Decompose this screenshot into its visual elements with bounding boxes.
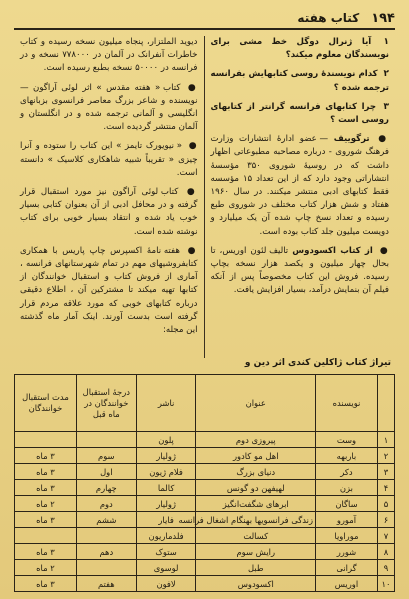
paragraph-text: آیا ژنرال دوگل خط مشی برای نویسندگان معلوم میکند؟ [210,37,389,61]
paragraph-text: کتاب « هفته مقدس » اثر لوئی آراگون — نویسنده و شاعر بزرگ معاصر فرانسوی بزبانهای انگلیسی و آلمانی ترجمه شده و در انگلستان و آلمان منتشر گردیده است. [20,82,198,133]
cell-publisher: فلدماریون [136,528,196,544]
paragraph-text: دیوید الملتزار، پنجاه میلیون نسخه رسیده و کتاب خاطرات آنفرانک در آلمان در ۷۷۸۰۰۰ نسخه و در فرانسه در ۵۰۰۰۰ نسخه بطبع رسیده است. [20,37,198,74]
cell-rank: ۵ [377,496,394,512]
cell-author: شورر [316,544,378,560]
header-rank [377,375,394,432]
article-columns [14,36,395,358]
paragraph [20,245,198,337]
running-title: کتاب هفته [297,11,360,25]
bestseller-table [14,374,395,592]
cell-title: زندگی فرانسویها بهنگام اشغال فرانسه [196,512,316,528]
header-author: نویسنده [316,375,378,432]
paragraph-lead: ترگوییف [333,134,370,145]
table-row [15,496,395,512]
paragraph [20,186,198,239]
table-row [15,480,395,496]
cell-duration: ۲ ماه [15,496,77,512]
table-row [15,560,395,576]
paragraph [211,68,390,94]
paragraph-marker: ۱ [383,37,389,47]
paragraph-text: هفته نامهٔ اکسپرس چاپ پاریس با همکاری کتابفروشیهای مهم در تمام شهرستانهای فرانسه ، آماری از فروش کتاب و استقبال خوانندگان از کتابها تهیه میکند تا مشترکین آن ، اطلاع دقیقی درباره کتابهای خوبی که مورد علاقه مردم قرار گرفته است بدست آورند. اینک آمار ماه گذشته این مجله: [20,245,198,336]
paragraph [211,245,390,298]
paragraph-marker: ● [188,141,198,152]
table-body [15,432,395,592]
cell-author: موراویا [316,528,378,544]
cell-title: اکسودوس [196,576,316,592]
cell-title: کسالت [196,528,316,544]
cell-publisher: ژولیار [136,496,196,512]
table-row [15,432,395,448]
paragraph [20,140,198,180]
table-row [15,512,395,528]
cell-previous-rank: دوم [76,496,136,512]
cell-title: رایش سوم [196,544,316,560]
left-column [14,36,205,358]
cell-previous-rank: ششم [76,512,136,528]
cell-title: طبل [196,560,316,576]
paragraph-marker: ● [379,245,390,256]
cell-duration [15,528,77,544]
cell-previous-rank: دهم [76,544,136,560]
paragraph-marker: ۲ [383,69,389,80]
paragraph-lead: از کتاب اکسودوس [292,245,373,256]
paragraph-text: تالیف لئون اوریس، تا بحال چهار میلیون و یکصد هزار نسخه بچاپ رسیده. فروش این کتاب مخصوصاً پس از آنکه فیلم آن بنمایش درآمد، بسیار افزایش یافت. [210,245,389,296]
cell-previous-rank: چهارم [76,480,136,496]
cell-publisher: کالما [136,480,196,496]
cell-author: بزن [316,480,378,496]
table-header-row [15,375,395,432]
header-title: عنوان [196,375,316,432]
cell-previous-rank: هفتم [76,576,136,592]
table-row [15,576,395,592]
cell-rank: ۹ [377,560,394,576]
cell-duration: ۳ ماه [15,480,77,496]
cell-rank: ۶ [377,512,394,528]
paragraph [211,36,390,62]
cell-author: اوریس [316,576,378,592]
cell-duration: ۳ ماه [15,448,77,464]
paragraph [211,133,390,239]
cell-publisher: پلون [136,432,196,448]
cell-rank: ۲ [377,448,394,464]
cell-author: گرانی [316,560,378,576]
cell-duration [15,432,77,448]
cell-title: دنیای بزرگ [196,464,316,480]
cell-duration: ۳ ماه [15,464,77,480]
paragraph [211,101,390,127]
cell-previous-rank [76,528,136,544]
cell-rank: ۸ [377,544,394,560]
page-header [14,10,395,30]
cell-author: دکر [316,464,378,480]
cell-publisher: لافون [136,576,196,592]
cell-previous-rank: اول [76,464,136,480]
cell-duration: ۳ ماه [15,512,77,528]
paragraph [20,36,198,76]
cell-publisher: فایار [136,512,196,528]
cell-previous-rank: سوم [76,448,136,464]
paragraph-marker: ● [187,245,198,256]
page-number: ۱۹۴ [371,10,395,26]
cell-title: اهل مو کادور [196,448,316,464]
paragraph-marker: ● [186,187,198,198]
cell-author: وست [316,432,378,448]
paragraph-marker: ● [187,82,198,93]
paragraph-text: چرا کتابهای فرانسه گرانتر از کتابهای روسی است ؟ [210,101,389,126]
paragraph-text: — عضو ادارهٔ انتشارات وزارت فرهنگ شوروی - درباره مصاحبه مطبوعاتی اظهار داشت که در روسیهٔ شوروی ۳۵۰ مؤسسهٔ انتشاراتی وجود دارد که از این تعداد ۱۵ مؤسسه فقط کتابهای ادبی منتشر میکنند. در سال ۱۹۶۰ هفتاد و شش هزار کتاب مختلف در شوروی طبع رسیده و تعداد نسخ چاپ شده آن یک میلیارد و دویست میلیون جلد کتاب بوده است. [210,134,390,237]
cell-rank: ۴ [377,480,394,496]
table-row [15,448,395,464]
cell-publisher: لوسوی [136,560,196,576]
cell-publisher: فلام ژیون [136,464,196,480]
cell-rank: ۳ [377,464,394,480]
cell-title: پیروزی دوم [196,432,316,448]
cell-rank: ۱ [377,432,394,448]
cell-previous-rank [76,432,136,448]
paragraph-text: کتاب لوئی آراگون نیز مورد استقبال قرار گرفته و در محافل ادبی از آن بعنوان کتابی بسیار خوب یاد شده و انتقاد بسیار خوبی برای کتاب نوشته شده است. [20,187,198,237]
paragraph-text: « نیویورک تایمز » این کتاب را ستوده و آنرا چیزی « تقریباً شبیه شاهکاری کلاسیک » دانسته است. [20,141,198,178]
table-intro: تیراژ کتاب ژاکلین کندی اثر دین و [244,358,391,368]
table-row [15,544,395,560]
cell-publisher: ستوک [136,544,196,560]
cell-duration: ۳ ماه [15,544,77,560]
table-row [15,528,395,544]
cell-publisher: ژولیار [136,448,196,464]
cell-author: آمورو [316,512,378,528]
right-column [205,36,396,358]
cell-previous-rank [76,560,136,576]
paragraph [20,82,198,135]
cell-author: ساگان [316,496,378,512]
cell-duration: ۲ ماه [15,560,77,576]
table-row [15,464,395,480]
cell-rank: ۷ [377,528,394,544]
cell-rank: ۱۰ [377,576,394,592]
cell-title: ابرهای شگفت‌انگیز [196,496,316,512]
header-previous-rank: درجهٔ استقبال خوانندگان در ماه قبل [76,375,136,432]
cell-title: لهیفهن دو گونس [196,480,316,496]
header-duration: مدت استقبال خوانندگان [15,375,77,432]
paragraph-marker: ۳ [383,101,390,112]
paragraph-text: کدام نویسندهٔ روسی کتابهایش بفرانسه ترجمه شده ؟ [210,69,389,93]
paragraph-marker: ● [378,134,390,145]
cell-duration: ۳ ماه [15,576,77,592]
header-publisher: ناشر [136,375,196,432]
cell-author: باربهه [316,448,378,464]
